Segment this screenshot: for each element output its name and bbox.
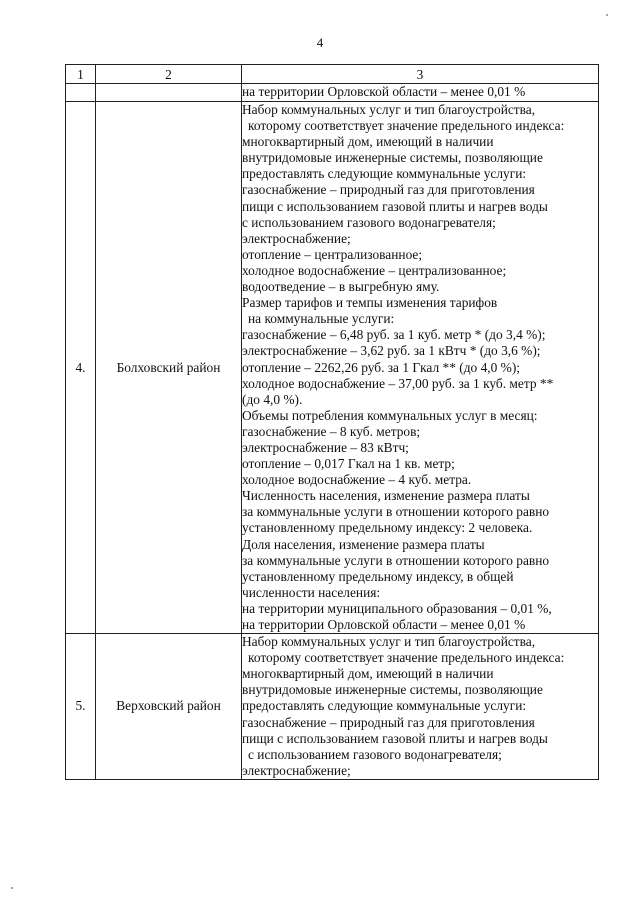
tariff-table: [65, 64, 599, 780]
text-line: многоквартирный дом, имеющий в наличии: [242, 666, 494, 682]
table-row: [66, 634, 599, 780]
text-line: водоотведение – в выгребную яму.: [242, 279, 440, 295]
continuation-text-cell: [242, 84, 599, 102]
text-line: отопление – 0,017 Гкал на 1 кв. метр;: [242, 456, 455, 472]
text-line: внутридомовые инженерные системы, позволяющие: [242, 682, 543, 698]
text-line: многоквартирный дом, имеющий в наличии: [242, 134, 494, 150]
scan-speck: [606, 14, 608, 16]
header-col-1: 1: [66, 65, 96, 84]
district-name: Верховский район: [96, 634, 242, 780]
text-line: с использованием газового водонагревателя;: [242, 214, 496, 230]
table-row: [66, 102, 599, 634]
scan-speck: [11, 887, 13, 889]
row-number: 5.: [66, 634, 96, 780]
text-line: Доля населения, изменение размера платы: [242, 536, 485, 552]
header-col-2: 2: [96, 65, 242, 84]
text-line: которому соответствует значение предельного индекса:: [248, 118, 565, 134]
text-line: внутридомовые инженерные системы, позволяющие: [242, 150, 543, 166]
text-line: которому соответствует значение предельного индекса:: [248, 650, 565, 666]
text-line: газоснабжение – 6,48 руб. за 1 куб. метр * (до 3,4 %);: [242, 327, 546, 343]
text-line: установленному предельному индексу: 2 человека.: [242, 520, 533, 536]
continuation-line: на территории Орловской области – менее 0,01 %: [242, 84, 526, 100]
text-line: холодное водоснабжение – 4 куб. метра.: [242, 472, 472, 488]
text-line: предоставлять следующие коммунальные услуги:: [242, 698, 527, 714]
page-number: 4: [316, 35, 324, 50]
text-line: на коммунальные услуги:: [248, 311, 395, 327]
text-line: электроснабжение – 3,62 руб. за 1 кВтч * (до 3,6 %);: [242, 343, 541, 359]
text-line: предоставлять следующие коммунальные услуги:: [242, 166, 527, 182]
text-line: отопление – 2262,26 руб. за 1 Гкал ** (до 4,0 %);: [242, 359, 520, 375]
table-header-row: [66, 65, 599, 84]
text-line: электроснабжение;: [242, 762, 351, 778]
text-line: на территории муниципального образования – 0,01 %,: [242, 600, 552, 616]
header-col-3: 3: [242, 65, 599, 84]
row-number: 4.: [66, 102, 96, 634]
text-line: Набор коммунальных услуг и тип благоустройства,: [242, 634, 536, 650]
text-line: с использованием газового водонагревателя;: [248, 746, 502, 762]
text-line: Размер тарифов и темпы изменения тарифов: [242, 295, 498, 311]
text-line: газоснабжение – природный газ для приготовления: [242, 714, 535, 730]
row-description: [242, 634, 599, 780]
text-line: пищи с использованием газовой плиты и нагрев воды: [242, 730, 548, 746]
text-line: на территории Орловской области – менее 0,01 %: [242, 617, 526, 632]
text-line: газоснабжение – 8 куб. метров;: [242, 423, 421, 439]
text-line: электроснабжение – 83 кВтч;: [242, 439, 409, 455]
text-line: электроснабжение;: [242, 230, 351, 246]
text-line: Численность населения, изменение размера платы: [242, 488, 530, 504]
text-line: (до 4,0 %).: [242, 391, 303, 407]
text-line: установленному предельному индексу, в общей: [242, 568, 514, 584]
text-line: Объемы потребления коммунальных услуг в месяц:: [242, 407, 538, 423]
text-line: газоснабжение – природный газ для приготовления: [242, 182, 535, 198]
continuation-district-cell: [96, 84, 242, 102]
text-line: численности населения:: [242, 584, 381, 600]
text-line: холодное водоснабжение – централизованное;: [242, 262, 507, 278]
text-line: Набор коммунальных услуг и тип благоустройства,: [242, 102, 536, 117]
text-line: отопление – централизованное;: [242, 246, 423, 262]
continuation-num-cell: [66, 84, 96, 102]
text-line: за коммунальные услуги в отношении которого равно: [242, 504, 550, 520]
text-line: пищи с использованием газовой плиты и нагрев воды: [242, 198, 548, 214]
text-line: холодное водоснабжение – 37,00 руб. за 1 куб. метр **: [242, 375, 554, 391]
text-line: за коммунальные услуги в отношении которого равно: [242, 552, 550, 568]
continuation-row: [66, 84, 599, 102]
row-description: [242, 102, 599, 634]
district-name: Болховский район: [96, 102, 242, 634]
